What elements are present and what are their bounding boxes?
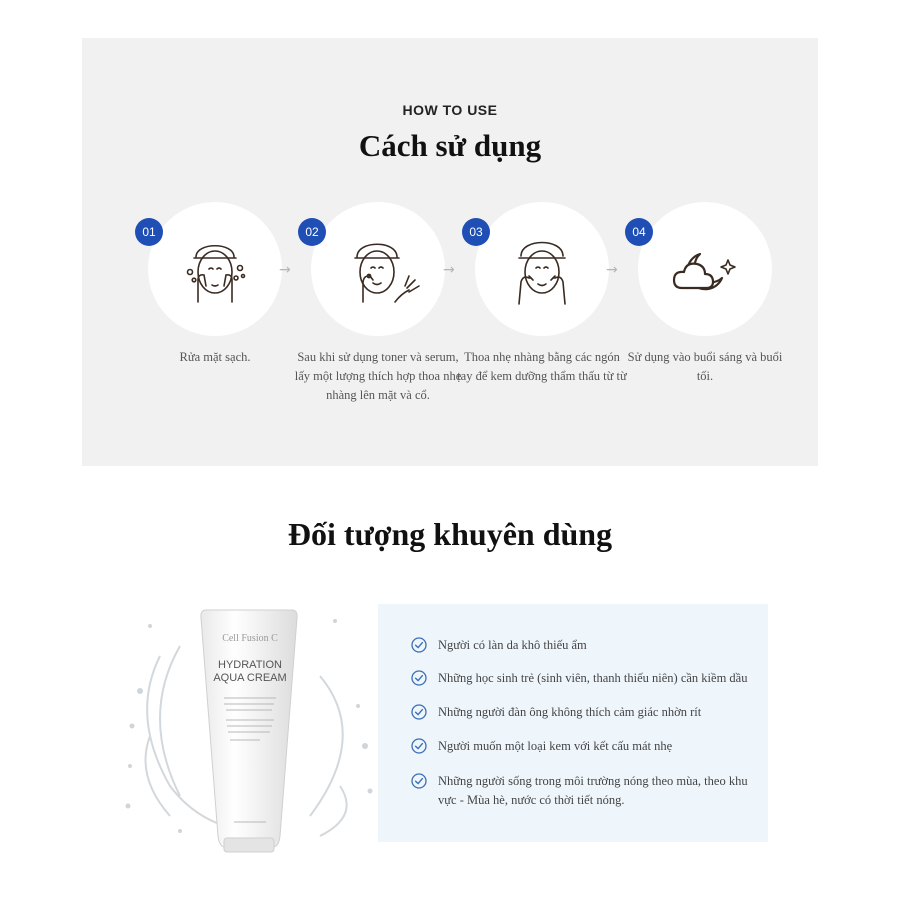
step-description: Sử dụng vào buổi sáng và buổi tối. (627, 350, 783, 383)
check-circle-icon (411, 704, 427, 720)
product-image (120, 586, 380, 856)
recommended-title: Đối tượng khuyên dùng (287, 516, 613, 552)
step-number-badge: 03 (462, 218, 490, 246)
arrow-icon: → (279, 262, 291, 278)
product-name-line1: HYDRATION (218, 659, 282, 671)
list-item-text: Người có làn da khô thiếu ẩm (438, 638, 587, 652)
how-to-use-section (82, 38, 818, 466)
face-washing-icon (148, 202, 282, 336)
product-name-line2: AQUA CREAM (213, 672, 287, 684)
check-circle-icon (411, 738, 427, 754)
list-item-text: Những người sống trong môi trường nóng theo mùa, theo khu vực - Mùa hè, nước có thời tiết nóng. (438, 774, 748, 807)
arrow-icon: → (606, 262, 618, 278)
list-item-text: Những người đàn ông không thích cảm giác nhờn rít (438, 705, 702, 719)
step-number-badge: 04 (625, 218, 653, 246)
check-circle-icon (411, 670, 427, 686)
step-number-badge: 01 (135, 218, 163, 246)
check-circle-icon (411, 637, 427, 653)
product-brand: Cell Fusion C (222, 633, 278, 644)
step-description: Sau khi sử dụng toner và serum, lấy một lượng thích hợp thoa nhẹ nhàng lên mặt và cổ. (294, 350, 462, 402)
list-item-text: Người muốn một loại kem với kết cấu mát nhẹ (438, 739, 673, 753)
list-item-text: Những học sinh trẻ (sinh viên, thanh thiếu niên) cần kiềm dầu (438, 671, 748, 685)
arrow-icon: → (443, 262, 455, 278)
section-title: Cách sử dụng (358, 128, 542, 163)
face-massage-icon (475, 202, 609, 336)
step-description: Thoa nhẹ nhàng bằng các ngón tay để kem dưỡng thẩm thấu từ từ (457, 350, 627, 383)
recommended-panel (378, 604, 768, 842)
step-description: Rửa mặt sạch. (179, 350, 251, 364)
section-eyebrow: HOW TO USE (402, 102, 498, 118)
step-number-badge: 02 (298, 218, 326, 246)
apply-cream-icon (311, 202, 445, 336)
check-circle-icon (411, 773, 427, 789)
moon-cloud-icon (638, 202, 772, 336)
